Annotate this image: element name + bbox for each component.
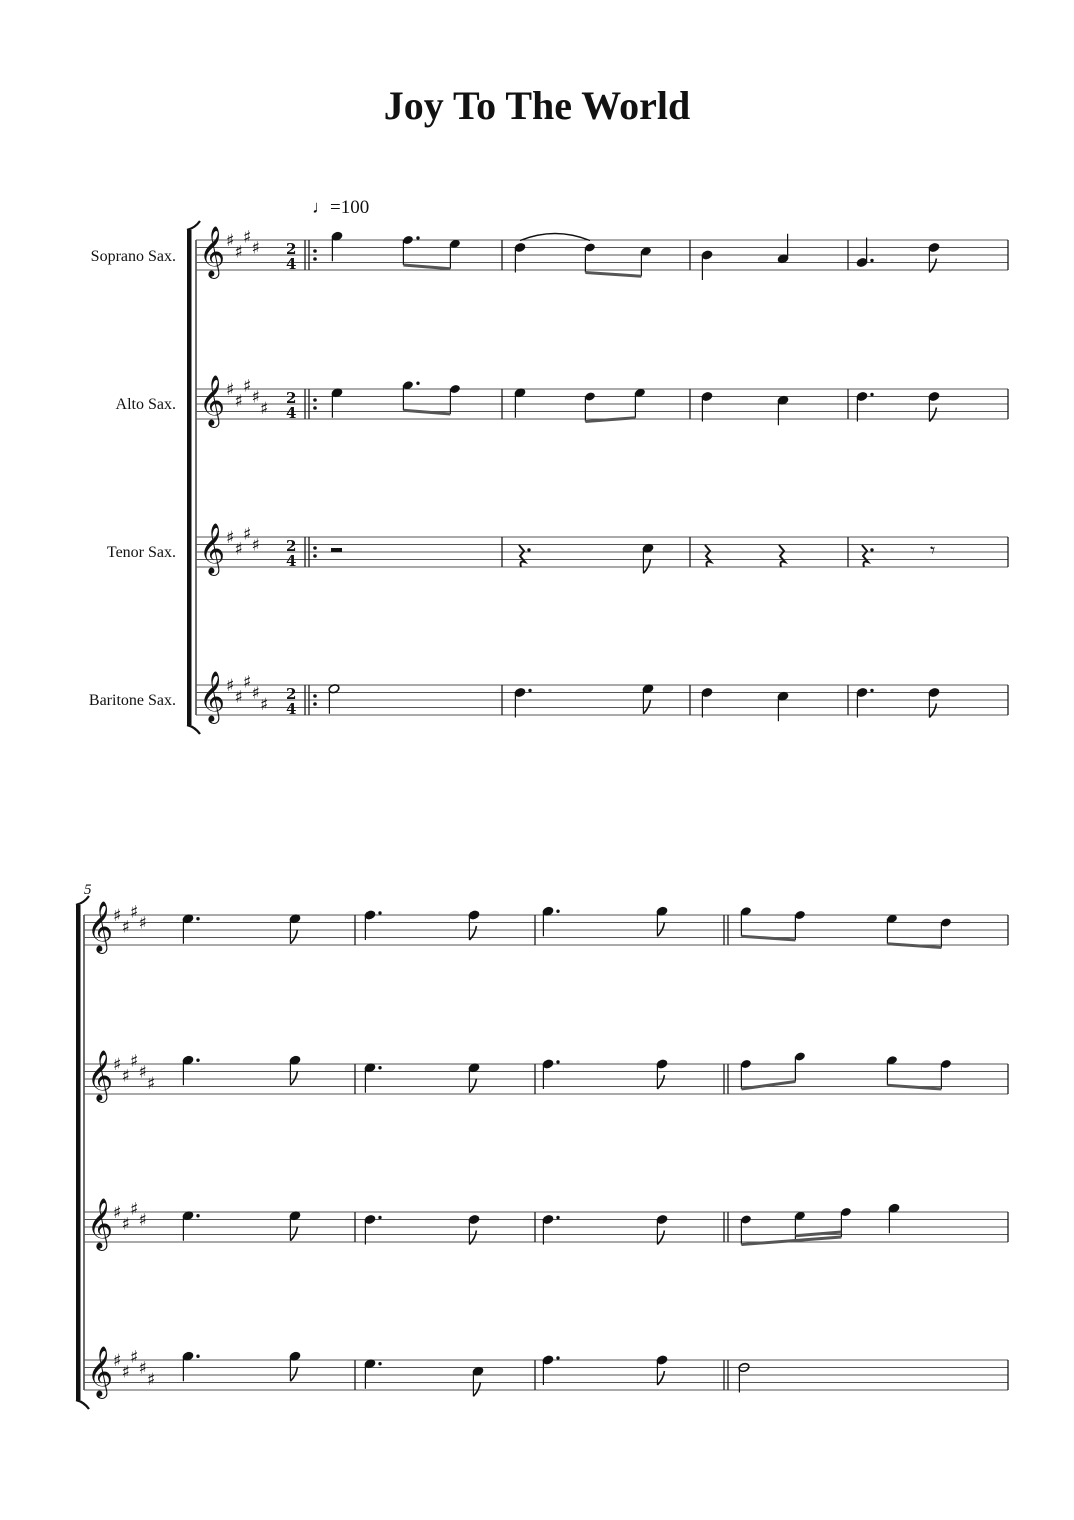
- score-title: Joy To The World: [383, 83, 691, 128]
- time-signature-denominator: 4: [286, 552, 297, 570]
- repeat-dot: [313, 257, 317, 261]
- repeat-dot: [313, 554, 317, 558]
- beam: [741, 1082, 795, 1090]
- time-signature-numerator: 2: [286, 389, 297, 407]
- sharp-icon: ♯: [113, 1203, 122, 1223]
- note-flag: [290, 930, 297, 944]
- sharp-icon: ♯: [243, 227, 252, 248]
- repeat-dot: [313, 546, 317, 550]
- sharp-icon: ♯: [138, 1358, 147, 1379]
- repeat-dot: [313, 694, 317, 698]
- sharp-icon: ♯: [226, 380, 235, 400]
- beam: [585, 273, 641, 277]
- augmentation-dot: [870, 393, 873, 396]
- treble-clef-icon: 𝄞: [199, 671, 226, 722]
- sharp-icon: ♯: [147, 1073, 156, 1094]
- repeat-dot: [313, 398, 317, 402]
- beam: [403, 410, 450, 414]
- treble-clef-icon: 𝄞: [199, 523, 226, 574]
- sharp-icon: ♯: [113, 906, 122, 926]
- sharp-icon: ♯: [113, 1055, 122, 1075]
- augmentation-dot: [870, 689, 873, 692]
- repeat-dot: [313, 249, 317, 253]
- system-bracket: [76, 905, 81, 1400]
- note-flag: [290, 1071, 297, 1085]
- note-flag: [290, 1227, 297, 1241]
- quarter-rest-icon: [779, 545, 785, 567]
- note-flag: [473, 1382, 480, 1396]
- augmentation-dot: [556, 1060, 559, 1063]
- sharp-icon: ♯: [138, 1062, 147, 1083]
- sharp-icon: ♯: [121, 917, 130, 938]
- sharp-icon: ♯: [138, 913, 147, 934]
- time-signature-numerator: 2: [286, 537, 297, 555]
- treble-clef-icon: 𝄞: [199, 226, 226, 277]
- treble-clef-icon: 𝄞: [87, 1346, 114, 1397]
- time-signature-numerator: 2: [286, 685, 297, 703]
- sharp-icon: ♯: [251, 535, 260, 556]
- measure-number: 5: [84, 882, 92, 898]
- sharp-icon: ♯: [130, 1051, 139, 1072]
- augmentation-dot: [556, 1216, 559, 1219]
- sharp-icon: ♯: [234, 391, 243, 412]
- sharp-icon: ♯: [113, 1351, 122, 1371]
- sharp-icon: ♯: [260, 694, 269, 715]
- repeat-dot: [313, 406, 317, 410]
- augmentation-dot: [416, 382, 419, 385]
- sharp-icon: ♯: [234, 242, 243, 263]
- note-flag: [290, 1367, 297, 1381]
- sharp-icon: ♯: [251, 683, 260, 704]
- sharp-icon: ♯: [243, 672, 252, 693]
- bracket-hook: [76, 1400, 89, 1409]
- augmentation-dot: [556, 1356, 559, 1359]
- note-flag: [643, 559, 650, 573]
- augmentation-dot: [416, 236, 419, 239]
- time-signature-denominator: 4: [286, 700, 297, 718]
- treble-clef-icon: 𝄞: [199, 375, 226, 426]
- sharp-icon: ♯: [260, 398, 269, 419]
- tie: [520, 234, 590, 241]
- note-flag: [643, 700, 650, 714]
- note-flag: [469, 1079, 476, 1093]
- augmentation-dot: [378, 911, 381, 914]
- tempo-value: =100: [330, 197, 370, 218]
- repeat-dot: [313, 702, 317, 706]
- augmentation-dot: [378, 1066, 381, 1069]
- augmentation-dot: [870, 259, 873, 262]
- time-signature-numerator: 2: [286, 240, 297, 258]
- sharp-icon: ♯: [226, 231, 235, 251]
- augmentation-dot: [378, 1362, 381, 1365]
- eighth-rest-icon: 𝄾: [930, 538, 936, 562]
- system-bracket: [187, 230, 192, 725]
- sharp-icon: ♯: [243, 376, 252, 397]
- sharp-icon: ♯: [234, 539, 243, 560]
- quarter-rest-icon: [705, 545, 711, 567]
- half-rest-icon: [331, 548, 342, 552]
- instrument-label-alto: Alto Sax.: [115, 396, 176, 413]
- augmentation-dot: [556, 910, 559, 913]
- sharp-icon: ♯: [243, 524, 252, 545]
- sharp-icon: ♯: [251, 238, 260, 259]
- beam: [795, 1232, 841, 1236]
- instrument-label-tenor: Tenor Sax.: [106, 544, 176, 561]
- augmentation-dot: [528, 689, 531, 692]
- quarter-rest-icon: [862, 545, 868, 567]
- augmentation-dot: [527, 548, 530, 551]
- bracket-hook: [187, 725, 200, 734]
- sharp-icon: ♯: [226, 528, 235, 548]
- instrument-label-soprano: Soprano Sax.: [90, 248, 176, 265]
- treble-clef-icon: 𝄞: [87, 1198, 114, 1249]
- quarter-rest-icon: [519, 545, 525, 567]
- augmentation-dot: [196, 1059, 199, 1062]
- quarter-note-icon: ♩: [312, 197, 330, 217]
- sharp-icon: ♯: [121, 1214, 130, 1235]
- beam: [403, 265, 450, 269]
- sharp-icon: ♯: [121, 1362, 130, 1383]
- beam: [887, 1085, 941, 1089]
- instrument-label-baritone: Baritone Sax.: [88, 692, 176, 709]
- augmentation-dot: [196, 1214, 199, 1217]
- sharp-icon: ♯: [251, 387, 260, 408]
- treble-clef-icon: 𝄞: [87, 901, 114, 952]
- beam: [887, 944, 941, 948]
- treble-clef-icon: 𝄞: [87, 1050, 114, 1101]
- beam: [741, 936, 795, 940]
- augmentation-dot: [870, 548, 873, 551]
- sharp-icon: ♯: [234, 687, 243, 708]
- sharp-icon: ♯: [138, 1210, 147, 1231]
- sharp-icon: ♯: [130, 902, 139, 923]
- sharp-icon: ♯: [121, 1066, 130, 1087]
- beam: [741, 1237, 841, 1245]
- augmentation-dot: [378, 1216, 381, 1219]
- time-signature-denominator: 4: [286, 404, 297, 422]
- sharp-icon: ♯: [226, 676, 235, 696]
- time-signature-denominator: 4: [286, 255, 297, 273]
- sharp-icon: ♯: [147, 1369, 156, 1390]
- augmentation-dot: [196, 917, 199, 920]
- augmentation-dot: [196, 1355, 199, 1358]
- beam: [585, 418, 635, 422]
- sharp-icon: ♯: [130, 1199, 139, 1220]
- sharp-icon: ♯: [130, 1347, 139, 1368]
- note-flag: [657, 922, 664, 936]
